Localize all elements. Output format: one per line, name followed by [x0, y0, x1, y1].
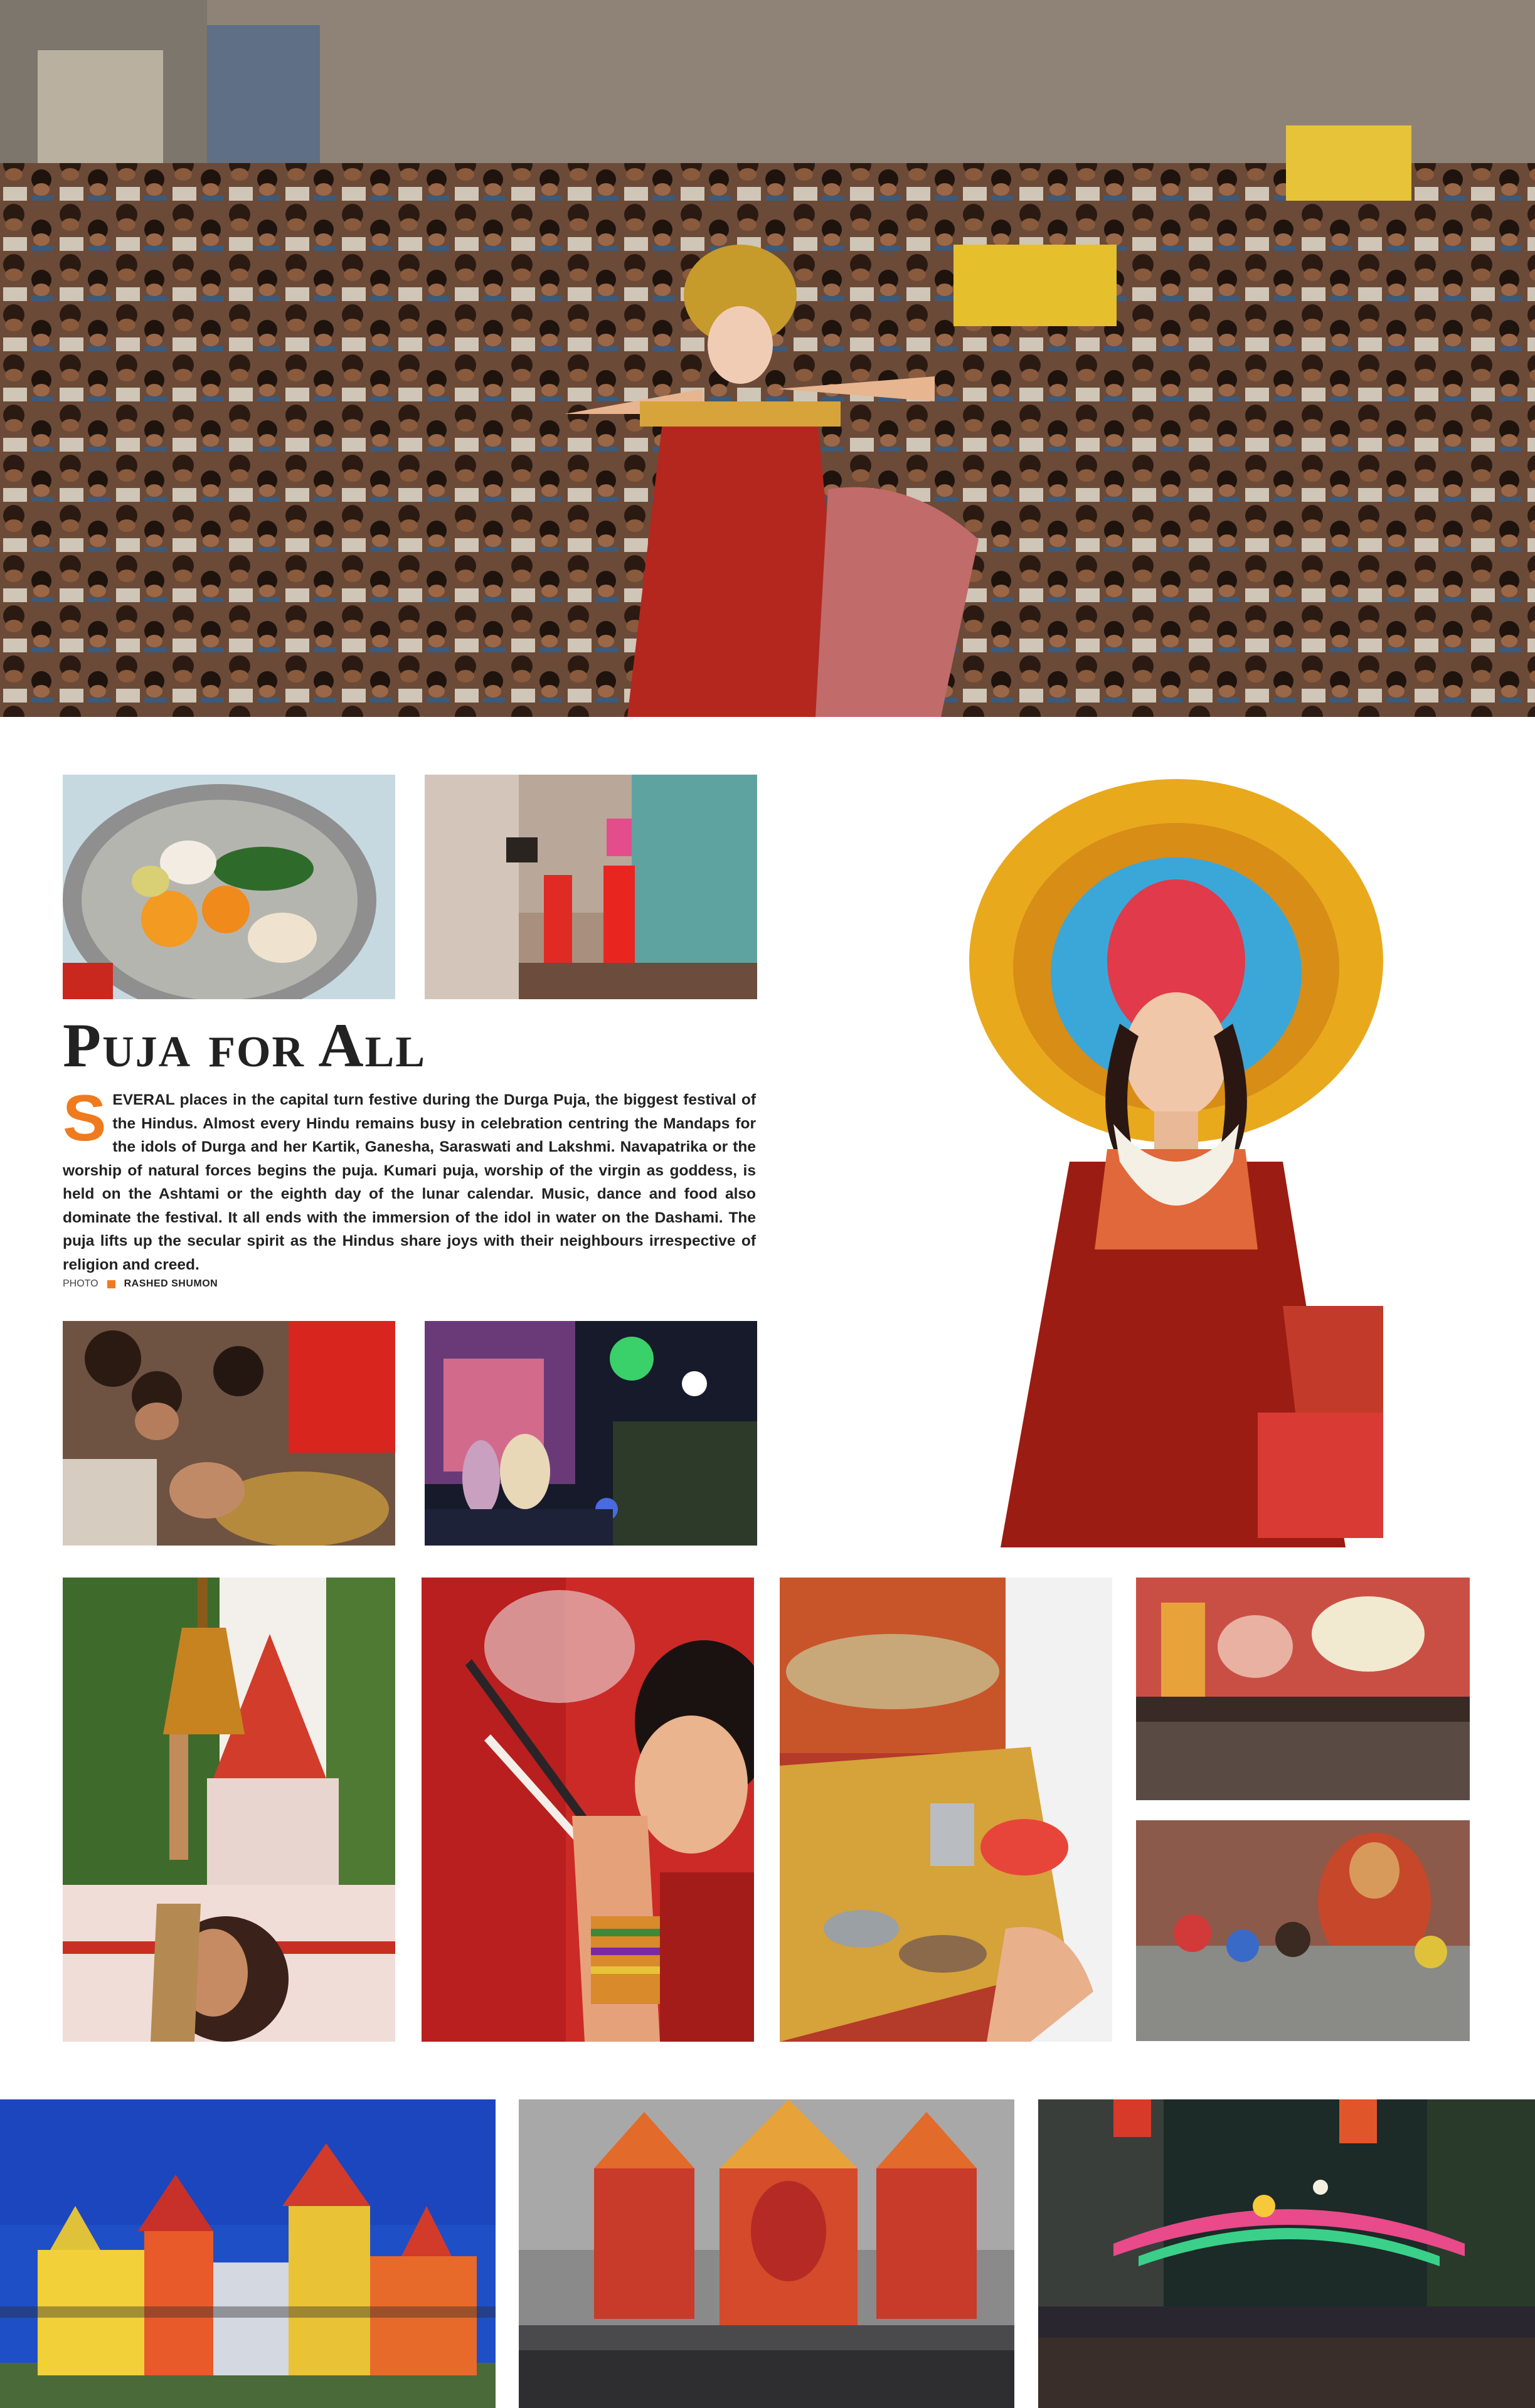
incense-prayer-photo	[422, 1578, 754, 2042]
photographer-name: RASHED SHUMON	[124, 1278, 218, 1289]
candles-worshippers-photo	[425, 775, 757, 999]
article-body	[63, 1082, 756, 1273]
devotees-basket-photo	[63, 1321, 395, 1546]
puja-offerings-tray-photo	[780, 1578, 1112, 2042]
pandal-idols-photo	[519, 2099, 1014, 2408]
colorful-temple-photo	[0, 2099, 496, 2408]
night-stage-dance-photo	[425, 1321, 757, 1546]
drop-cap: S	[63, 1082, 107, 1155]
temple-bell-photo	[63, 1578, 395, 2042]
festive-lights-street-photo	[1038, 2099, 1535, 2408]
mandap-crowd-photo	[1136, 1578, 1470, 1800]
kumari-puja-girl-photo	[906, 773, 1402, 1547]
article-title: Puja for All	[63, 1010, 427, 1080]
article-body-text: EVERAL places in the capital turn festive during the Durga Puja, the biggest festival of the Hindus. Almost every Hindu remains busy in celebration centring the Mandaps for the idols of Durga and her Kartik, Ganesha, Saraswati and Lakshmi. Navapatrika or the worship of natural forces begins the puja. Kumari puja, worship of the virgin as goddess, is held on the Ashtami or the eighth day of the lunar calendar. Music, dance and food also dominate the festival. It all ends with the immersion of the idol in water on the Dashami. The puja lifts up the secular spirit as the Hindus share joys with their neighbours irrespective of religion and creed.	[63, 1091, 756, 1273]
idol-immersion-photo	[1136, 1820, 1470, 2041]
photo-credit-label: PHOTO	[63, 1278, 98, 1289]
photo-credit	[63, 1276, 218, 1292]
fruit-offering-photo	[63, 775, 395, 999]
credit-square-icon	[107, 1280, 115, 1288]
procession-crowd-photo	[0, 0, 1535, 717]
